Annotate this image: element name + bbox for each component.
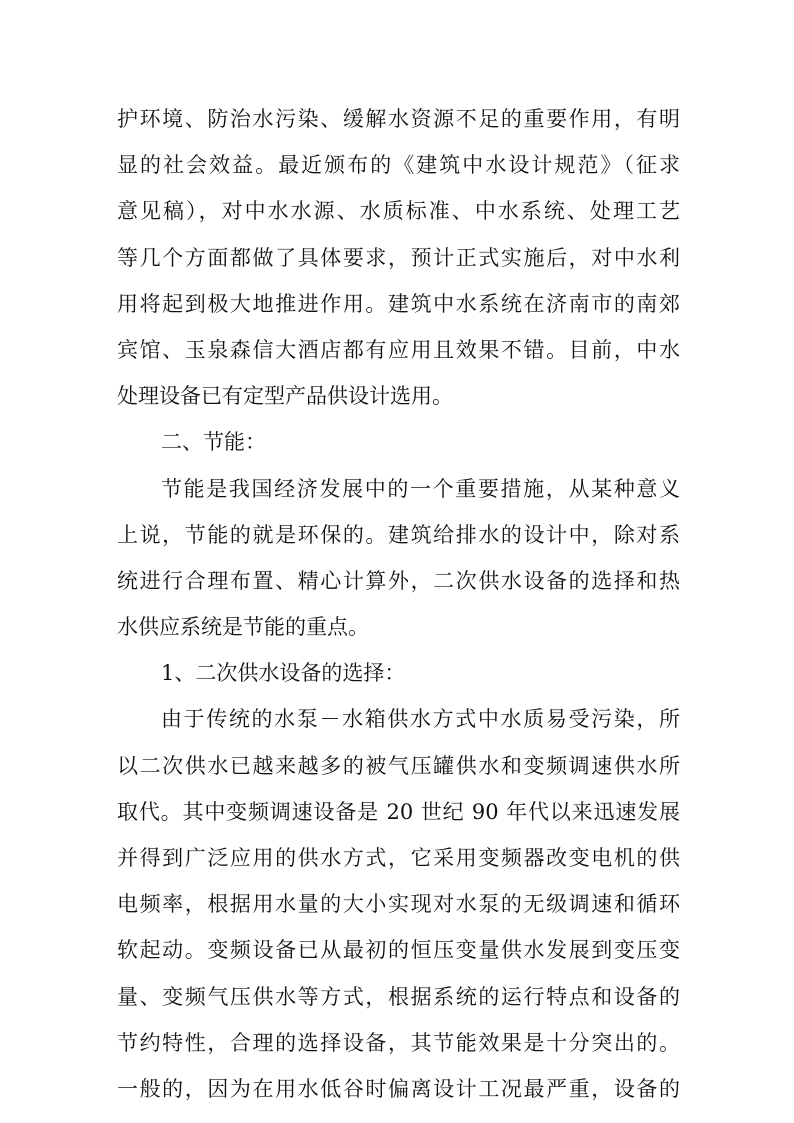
text-line: 电频率，根据用水量的大小实现对水泵的无级调速和循环 (117, 892, 680, 917)
text-line: 节约特性，合理的选择设备，其节能效果是十分突出的。 (117, 1030, 680, 1055)
paragraph-secondary-supply (117, 696, 680, 1112)
text-line: 以二次供水已越来越多的被气压罐供水和变频调速供水所 (117, 753, 680, 778)
paragraph-energy-saving (117, 466, 680, 651)
text-line: 等几个方面都做了具体要求，预计正式实施后，对中水利 (117, 245, 680, 270)
text-line: 处理设备已有定型产品供设计选用。 (117, 384, 453, 409)
document-body (117, 96, 680, 1112)
text-line: 用将起到极大地推进作用。建筑中水系统在济南市的南郊 (117, 291, 680, 316)
text-line: 由于传统的水泵－水箱供水方式中水质易受污染，所 (161, 707, 680, 732)
subsection-heading-secondary-supply: 1、二次供水设备的选择： (161, 661, 406, 686)
text-line: 水供应系统是节能的重点。 (117, 615, 369, 640)
text-line: 量、变频气压供水等方式，根据系统的运行特点和设备的 (117, 984, 680, 1009)
text-line: 统进行合理布置、精心计算外，二次供水设备的选择和热 (117, 568, 680, 593)
text-line: 并得到广泛应用的供水方式，它采用变频器改变电机的供 (117, 846, 680, 870)
text-line: 显的社会效益。最近颁布的《建筑中水设计规范》（征求 (117, 153, 680, 178)
text-line: 宾馆、玉泉森信大酒店都有应用且效果不错。目前，中水 (117, 337, 680, 362)
text-line: 一般的，因为在用水低谷时偏离设计工况最严重，设备的 (117, 1076, 680, 1101)
section-heading-energy-saving: 二、节能： (161, 430, 266, 455)
paragraph-water-reuse (117, 96, 680, 419)
text-line: 护环境、防治水污染、缓解水资源不足的重要作用，有明 (117, 107, 680, 131)
text-line: 节能是我国经济发展中的一个重要措施，从某种意义 (161, 476, 680, 501)
text-line: 取代。其中变频调速设备是 20 世纪 90 年代以来迅速发展 (117, 799, 680, 824)
text-line: 上说，节能的就是环保的。建筑给排水的设计中，除对系 (117, 522, 680, 547)
text-line: 软起动。变频设备已从最初的恒压变量供水发展到变压变 (117, 938, 680, 963)
text-line: 意见稿），对中水水源、水质标准、中水系统、处理工艺 (117, 199, 680, 224)
